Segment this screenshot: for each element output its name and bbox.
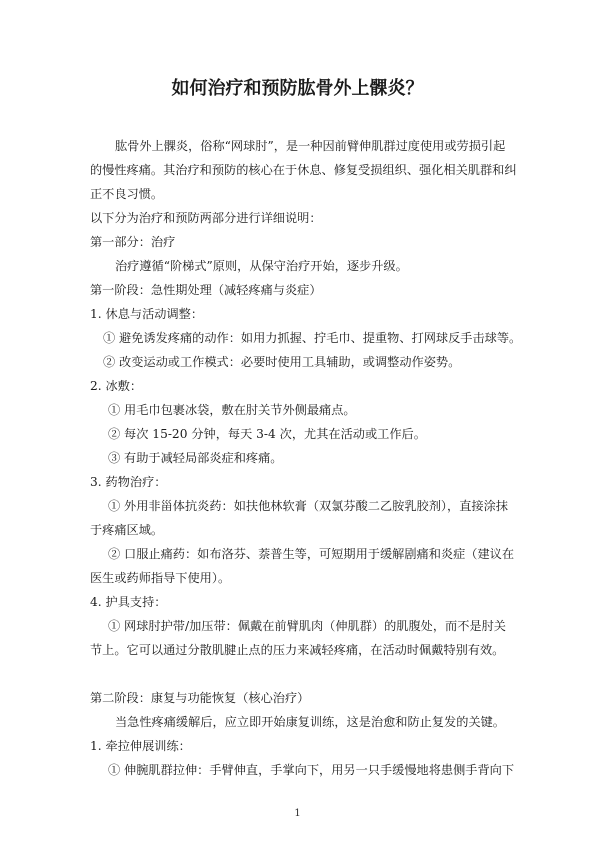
item2-point-b: ② 每次 15-20 分钟，每天 3-4 次，尤其在活动或工作后。 — [108, 427, 426, 441]
intro-line-3: 正不良习惯。 — [90, 187, 164, 201]
intro-line-2: 的慢性疼痛。其治疗和预防的核心在于休息、修复受损组织、强化相关肌群和纠 — [90, 163, 517, 177]
item1-point-b: ② 改变运动或工作模式：必要时使用工具辅助，或调整动作姿势。 — [103, 355, 461, 369]
item3-heading: 3. 药物治疗： — [90, 475, 167, 489]
item5-heading: 1. 牵拉伸展训练： — [90, 739, 191, 753]
item4-point-a-line-2: 节上。它可以通过分散肌腱止点的压力来减轻疼痛，在活动时佩戴特别有效。 — [90, 643, 505, 657]
page-number: 1 — [294, 808, 301, 819]
page-title: 如何治疗和预防肱骨外上髁炎？ — [171, 78, 424, 99]
item3-point-a-line-2: 于疼痛区域。 — [90, 523, 164, 537]
item2-point-c: ③ 有助于减轻局部炎症和疼痛。 — [108, 451, 283, 465]
item2-heading: 2. 冰敷： — [90, 379, 143, 393]
item3-point-a-line-1: ① 外用非甾体抗炎药：如扶他林软膏（双氯芬酸二乙胺乳胶剂），直接涂抹 — [108, 499, 508, 513]
stage2-heading: 第二阶段：康复与功能恢复（核心治疗） — [90, 691, 310, 705]
part1-principle: 治疗遵循“阶梯式”原则，从保守治疗开始，逐步升级。 — [115, 259, 408, 273]
part1-heading: 第一部分：治疗 — [90, 235, 176, 249]
item3-point-b-line-2: 医生或药师指导下使用）。 — [90, 571, 231, 585]
item1-point-a: ① 避免诱发疼痛的动作：如用力抓握、拧毛巾、提重物、打网球反手击球等。 — [103, 331, 522, 345]
item1-heading: 1. 休息与活动调整： — [90, 307, 204, 321]
item4-point-a-line-1: ① 网球肘护带/加压带：佩戴在前臂肌肉（伸肌群）的肌腹处，而不是肘关 — [108, 619, 506, 633]
intro-line-1: 肱骨外上髁炎，俗称“网球肘”，是一种因前臂伸肌群过度使用或劳损引起 — [115, 139, 506, 153]
item3-point-b-line-1: ② 口服止痛药：如布洛芬、萘普生等，可短期用于缓解剧痛和炎症（建议在 — [108, 547, 515, 561]
intro-line-4: 以下分为治疗和预防两部分进行详细说明： — [90, 211, 322, 225]
stage2-intro: 当急性疼痛缓解后，应立即开始康复训练，这是治愈和防止复发的关键。 — [115, 715, 505, 729]
stage1-heading: 第一阶段：急性期处理（减轻疼痛与炎症） — [90, 283, 322, 297]
item2-point-a: ① 用毛巾包裹冰袋，敷在肘关节外侧最痛点。 — [108, 403, 356, 417]
item4-heading: 4. 护具支持： — [90, 595, 167, 609]
item5-point-a: ① 伸腕肌群拉伸：手臂伸直，手掌向下，用另一只手缓慢地将患侧手背向下 — [108, 763, 515, 777]
